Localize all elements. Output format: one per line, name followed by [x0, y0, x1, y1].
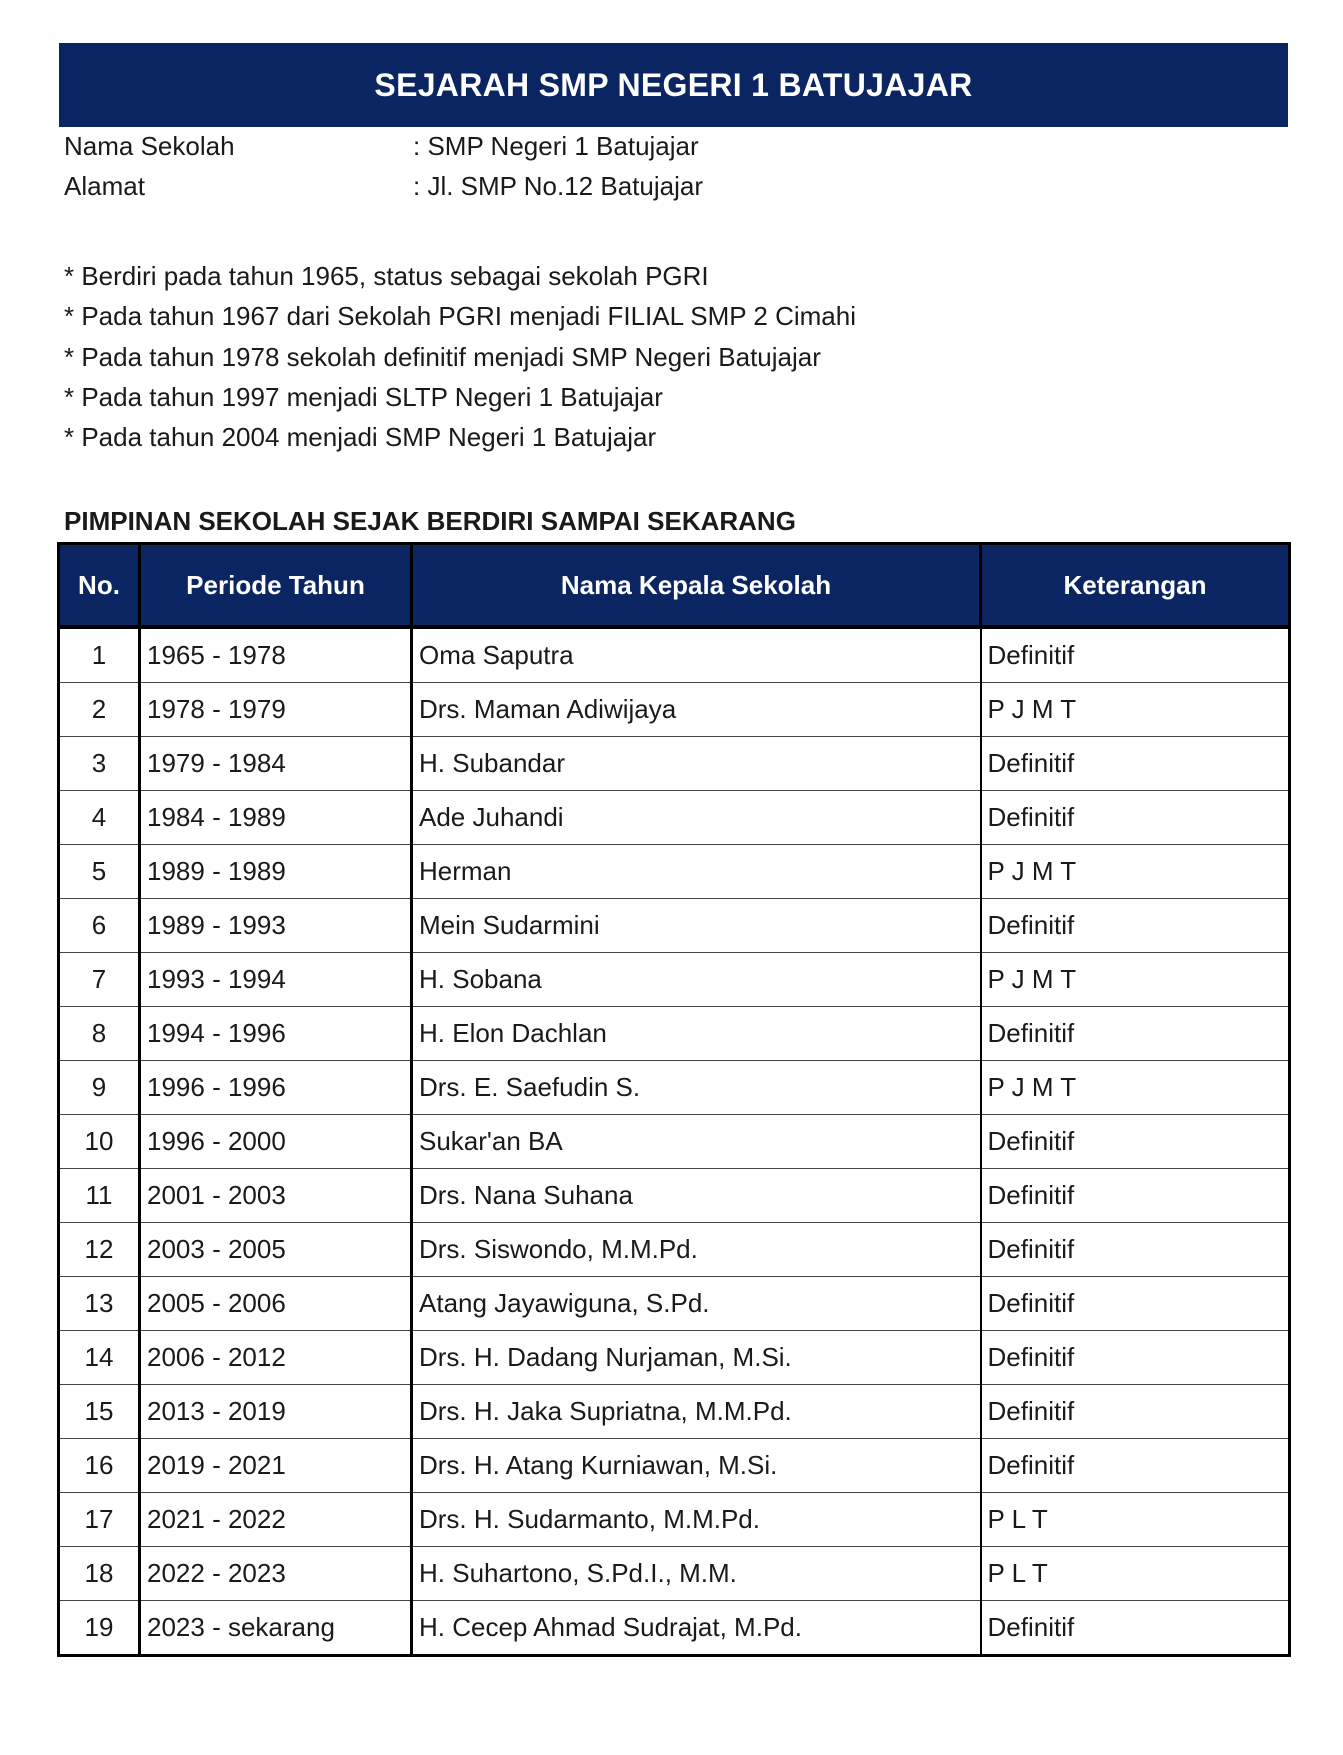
table-row: [59, 1115, 1290, 1169]
cell-principal-name: Oma Saputra: [412, 627, 981, 683]
cell-no: 18: [59, 1547, 140, 1601]
page-title: SEJARAH SMP NEGERI 1 BATUJAJAR: [59, 43, 1288, 127]
cell-principal-name: Drs. Nana Suhana: [412, 1169, 981, 1223]
cell-period: 2021 - 2022: [140, 1493, 412, 1547]
school-name-label: Nama Sekolah: [64, 131, 235, 161]
history-item: * Pada tahun 2004 menjadi SMP Negeri 1 Batujajar: [64, 422, 657, 452]
cell-no: 2: [59, 683, 140, 737]
cell-remarks: Definitif: [981, 1277, 1290, 1331]
cell-principal-name: Mein Sudarmini: [412, 899, 981, 953]
cell-remarks: Definitif: [981, 627, 1290, 683]
cell-period: 2013 - 2019: [140, 1385, 412, 1439]
cell-remarks: Definitif: [981, 899, 1290, 953]
cell-principal-name: Drs. H. Dadang Nurjaman, M.Si.: [412, 1331, 981, 1385]
table-row: [59, 953, 1290, 1007]
cell-period: 1984 - 1989: [140, 791, 412, 845]
cell-remarks: Definitif: [981, 1223, 1290, 1277]
table-row: [59, 737, 1290, 791]
table-row: [59, 1601, 1290, 1656]
table-row: [59, 1385, 1290, 1439]
cell-no: 15: [59, 1385, 140, 1439]
cell-remarks: Definitif: [981, 1439, 1290, 1493]
address-label: Alamat: [64, 171, 145, 201]
cell-principal-name: Ade Juhandi: [412, 791, 981, 845]
cell-remarks: Definitif: [981, 1385, 1290, 1439]
cell-period: 1965 - 1978: [140, 627, 412, 683]
cell-period: 2023 - sekarang: [140, 1601, 412, 1656]
table-row: [59, 1277, 1290, 1331]
history-item: * Pada tahun 1967 dari Sekolah PGRI menjadi FILIAL SMP 2 Cimahi: [64, 301, 856, 331]
cell-no: 10: [59, 1115, 140, 1169]
table-row: [59, 1493, 1290, 1547]
cell-no: 13: [59, 1277, 140, 1331]
cell-principal-name: Atang Jayawiguna, S.Pd.: [412, 1277, 981, 1331]
cell-period: 1989 - 1989: [140, 845, 412, 899]
cell-no: 19: [59, 1601, 140, 1656]
cell-principal-name: Drs. Maman Adiwijaya: [412, 683, 981, 737]
cell-remarks: P J M T: [981, 953, 1290, 1007]
cell-principal-name: Drs. H. Atang Kurniawan, M.Si.: [412, 1439, 981, 1493]
cell-remarks: P J M T: [981, 845, 1290, 899]
cell-no: 7: [59, 953, 140, 1007]
cell-period: 2006 - 2012: [140, 1331, 412, 1385]
cell-no: 14: [59, 1331, 140, 1385]
cell-principal-name: H. Cecep Ahmad Sudrajat, M.Pd.: [412, 1601, 981, 1656]
section-title: PIMPINAN SEKOLAH SEJAK BERDIRI SAMPAI SEKARANG: [64, 506, 796, 536]
cell-period: 1996 - 2000: [140, 1115, 412, 1169]
table-row: [59, 845, 1290, 899]
cell-period: 1989 - 1993: [140, 899, 412, 953]
table-row: [59, 1169, 1290, 1223]
cell-period: 1996 - 1996: [140, 1061, 412, 1115]
cell-remarks: P J M T: [981, 1061, 1290, 1115]
cell-principal-name: Drs. E. Saefudin S.: [412, 1061, 981, 1115]
table-row: [59, 1331, 1290, 1385]
cell-no: 17: [59, 1493, 140, 1547]
cell-no: 1: [59, 627, 140, 683]
table-header-row: [59, 544, 1290, 628]
cell-principal-name: Drs. H. Sudarmanto, M.M.Pd.: [412, 1493, 981, 1547]
cell-period: 2022 - 2023: [140, 1547, 412, 1601]
table-row: [59, 1223, 1290, 1277]
cell-period: 2005 - 2006: [140, 1277, 412, 1331]
header-no: No.: [59, 544, 140, 628]
address-value: : Jl. SMP No.12 Batujajar: [413, 171, 703, 201]
table-row: [59, 1061, 1290, 1115]
cell-remarks: Definitif: [987, 1612, 1075, 1642]
cell-remarks: P L T: [981, 1493, 1290, 1547]
cell-no: 5: [59, 845, 140, 899]
cell-principal-name: H. Elon Dachlan: [412, 1007, 981, 1061]
cell-no: 16: [59, 1439, 140, 1493]
cell-no: 3: [59, 737, 140, 791]
cell-remarks: Definitif: [981, 1007, 1290, 1061]
cell-period: 2003 - 2005: [140, 1223, 412, 1277]
cell-no: 6: [59, 899, 140, 953]
cell-period: 2001 - 2003: [140, 1169, 412, 1223]
table-row: [59, 1547, 1290, 1601]
cell-no: 11: [59, 1169, 140, 1223]
cell-remarks: Definitif: [981, 791, 1290, 845]
table-row: [59, 899, 1290, 953]
table-row: [59, 1007, 1290, 1061]
header-principal-name: Nama Kepala Sekolah: [412, 544, 981, 628]
cell-remarks: Definitif: [981, 737, 1290, 791]
table-row: [59, 683, 1290, 737]
cell-principal-name: Herman: [412, 845, 981, 899]
header-period: Periode Tahun: [140, 544, 412, 628]
cell-period: 1994 - 1996: [140, 1007, 412, 1061]
cell-principal-name: Sukar'an BA: [412, 1115, 981, 1169]
cell-no: 12: [59, 1223, 140, 1277]
cell-remarks: Definitif: [981, 1115, 1290, 1169]
cell-remarks: Definitif: [981, 1331, 1290, 1385]
cell-period: 1979 - 1984: [140, 737, 412, 791]
cell-principal-name: Drs. H. Jaka Supriatna, M.M.Pd.: [412, 1385, 981, 1439]
principals-table: [57, 542, 1291, 1657]
school-name-value: : SMP Negeri 1 Batujajar: [413, 131, 699, 161]
cell-remarks: P L T: [981, 1547, 1290, 1601]
cell-no: 4: [59, 791, 140, 845]
cell-remarks: Definitif: [981, 1169, 1290, 1223]
cell-principal-name: Drs. Siswondo, M.M.Pd.: [412, 1223, 981, 1277]
header-remarks: Keterangan: [981, 544, 1290, 628]
history-item: * Pada tahun 1997 menjadi SLTP Negeri 1 Batujajar: [64, 382, 663, 412]
cell-period: 2019 - 2021: [140, 1439, 412, 1493]
cell-principal-name: H. Subandar: [412, 737, 981, 791]
table-row: [59, 627, 1290, 683]
cell-principal-name: H. Suhartono, S.Pd.I., M.M.: [412, 1547, 981, 1601]
history-item: * Berdiri pada tahun 1965, status sebagai sekolah PGRI: [64, 261, 709, 291]
table-body: [59, 627, 1290, 1656]
cell-no: 9: [59, 1061, 140, 1115]
cell-principal-name: H. Sobana: [412, 953, 981, 1007]
table-row: [59, 1439, 1290, 1493]
history-item: * Pada tahun 1978 sekolah definitif menjadi SMP Negeri Batujajar: [64, 342, 821, 372]
cell-period: 1978 - 1979: [140, 683, 412, 737]
cell-period: 1993 - 1994: [140, 953, 412, 1007]
cell-no: 8: [59, 1007, 140, 1061]
cell-remarks: P J M T: [981, 683, 1290, 737]
table-row: [59, 791, 1290, 845]
